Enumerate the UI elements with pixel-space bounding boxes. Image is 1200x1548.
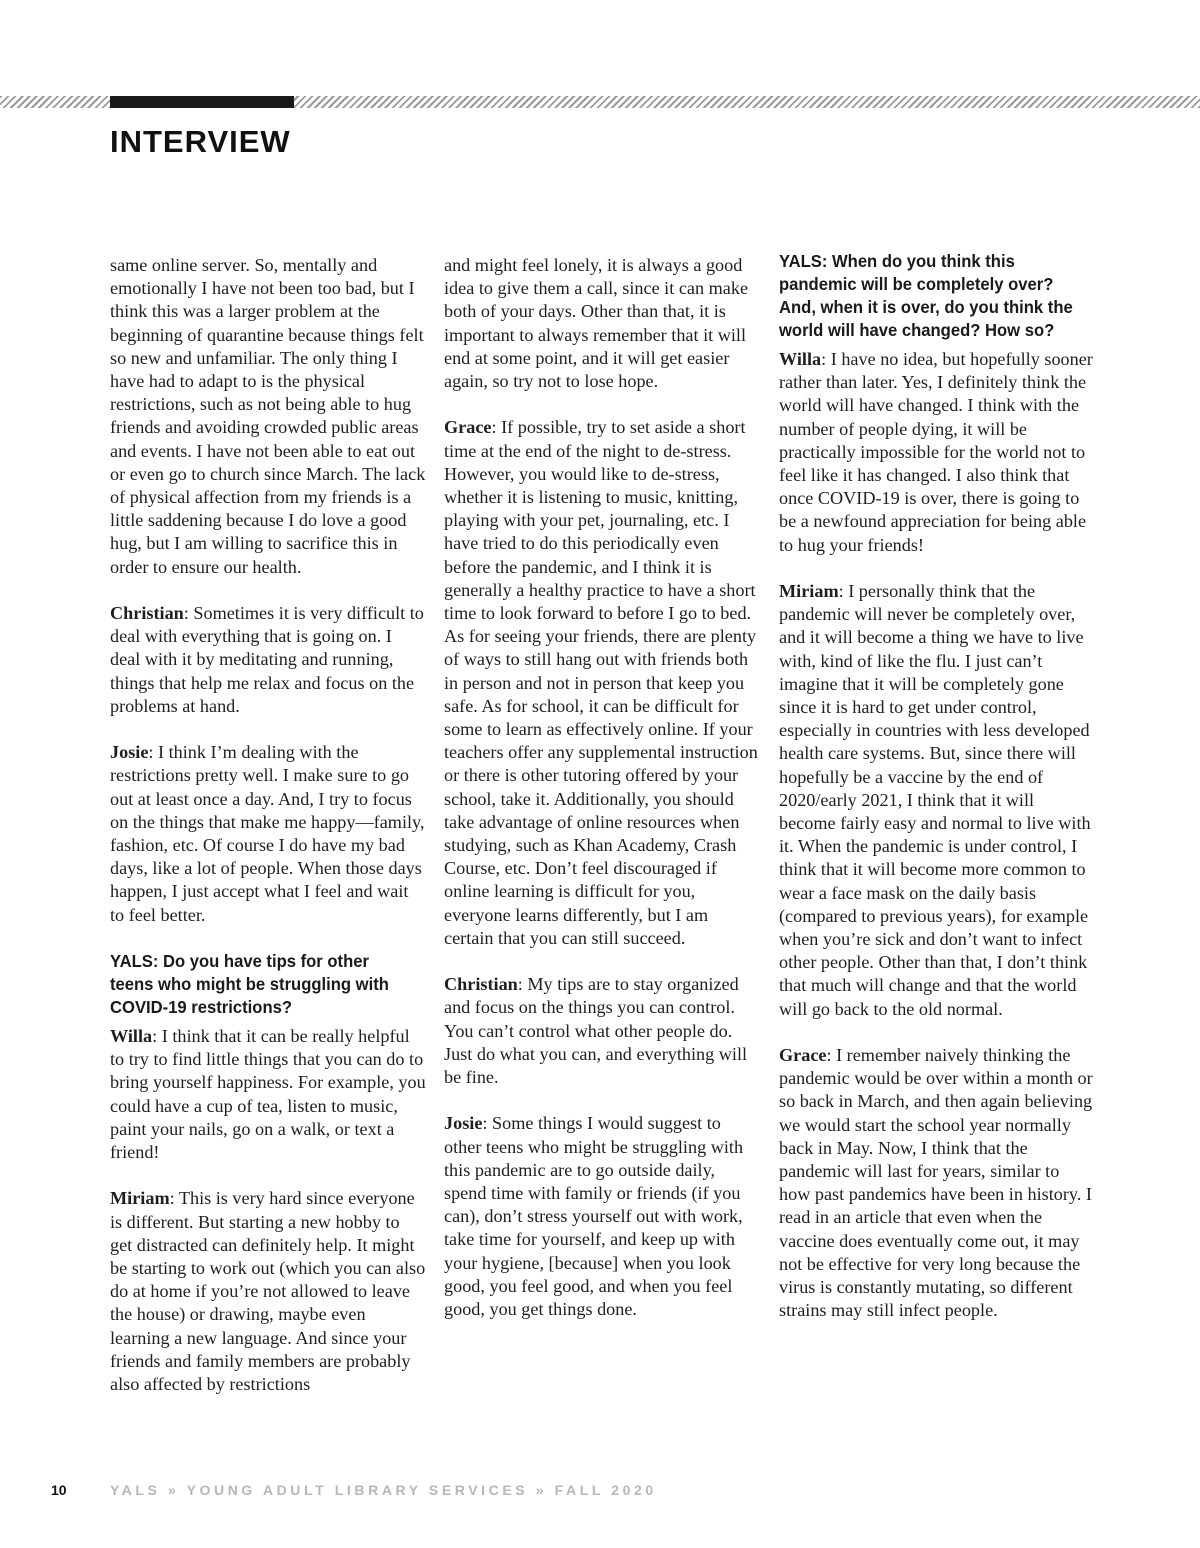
page-number: 10 (51, 1482, 67, 1498)
speaker-name: Miriam (779, 581, 839, 602)
text-column-2 (444, 254, 760, 1344)
speaker-name: Christian (110, 603, 184, 624)
speaker-name: Grace (444, 417, 492, 438)
answer-text: : I think that it can be really helpful to try to find little things that you can do to bring yourself happiness. For example, you could have a cup of tea, listen to music, paint your nails, go on a walk, or text a friend! (110, 1026, 426, 1163)
answer-paragraph (110, 1025, 426, 1164)
speaker-name: Miriam (110, 1188, 170, 1209)
answer-text: : My tips are to stay organized and focus on the things you can control. You can’t control what other people do. Just do what you can, and everything will be fine. (444, 974, 748, 1088)
interview-question: YALS: Do you have tips for other teens who might be struggling with COVID-19 restrictions? (110, 951, 389, 1018)
speaker-name: Willa (110, 1026, 153, 1047)
answer-text: : I think I’m dealing with the restrictions pretty well. I make sure to go out at least once a day. And, I try to focus on the things that make me happy—family, fashion, etc. Of course I do have my bad days, like a lot of people. When those days happen, I just accept what I feel and wait to feel better. (110, 742, 425, 925)
answer-paragraph (110, 1187, 426, 1396)
section-accent-bar (110, 96, 294, 108)
answer-text: : I personally think that the pandemic will never be completely over, and it will become a thing we have to live with, kind of like the flu. I just can’t imagine that it will be completely gone since it is hard to get under control, especially in countries with less developed health care systems. But, since there will hopefully be a vaccine by the end of 2020/early 2021, I think that it will become fairly easy and normal to live with it. When the pandemic is under control, I think that it will become more common to wear a face mask on the daily basis (compared to previous years), for example when you’re sick and don’t want to infect other people. Other than that, I don’t think that much will change and that the world will go back to the old normal. (779, 581, 1091, 1019)
answer-text: : If possible, try to set aside a short time at the end of the night to de-stress. However, you would like to de-stress, whether it is listening to music, knitting, playing with your pet, journaling, etc. I have tried to do this periodically even before the pandemic, and I think it is generally a healthy practice to have a short time to look forward to before I go to bed. As for seeing your friends, there are plenty of ways to still hang out with friends both in person and not in person that keep you safe. As for school, it can be difficult for some to learn as effectively online. If your teachers offer any supplemental instruction or there is other tutoring offered by your school, take it. Additionally, you should take advantage of online resources when studying, such as Khan Academy, Crash Course, etc. Don’t feel discouraged if online learning is difficult for you, everyone learns differently, but I am certain that you can still succeed. (444, 417, 758, 948)
answer-paragraph (444, 416, 760, 950)
page-footer (0, 1482, 1200, 1502)
speaker-name: Josie (444, 1113, 483, 1134)
answer-paragraph (444, 1112, 760, 1321)
speaker-name: Willa (779, 349, 822, 369)
text-column-1 (110, 254, 426, 1419)
answer-paragraph (444, 973, 760, 1089)
interview-question: YALS: When do you think this pandemic will be completely over? And, when it is over, do you think the world will have changed? How so? (779, 251, 1073, 340)
answer-paragraph (779, 580, 1095, 1021)
speaker-name: Christian (444, 974, 518, 995)
answer-paragraph (779, 348, 1095, 557)
section-title: INTERVIEW (110, 124, 291, 159)
running-footer: YALS » YOUNG ADULT LIBRARY SERVICES » FALL 2020 (110, 1482, 657, 1498)
answer-text: : I have no idea, but hopefully sooner rather than later. Yes, I definitely think the world will have changed. I think with the number of people dying, it will be practically impossible for the world not to feel like it has changed. I also think that once COVID-19 is over, there is going to be a newfound appreciation for being able to hug your friends! (779, 349, 1093, 555)
speaker-name: Josie (110, 742, 149, 763)
answer-paragraph (110, 741, 426, 927)
paragraph: same online server. So, mentally and emotionally I have not been too bad, but I think this was a larger problem at the beginning of quarantine because things felt so new and unfamiliar. The only thing I have had to adapt to is the physical restrictions, such as not being able to hug friends and avoiding crowded public areas and events. I have not been able to eat out or even go to church since March. The lack of physical affection from my friends is a little saddening because I do love a good hug, but I am willing to sacrifice this in order to ensure our health. (110, 255, 426, 577)
answer-text: : Sometimes it is very difficult to deal with everything that is going on. I deal with it by meditating and running, things that help me relax and focus on the problems at hand. (110, 603, 424, 716)
text-column-3 (779, 250, 1095, 1346)
answer-text: : Some things I would suggest to other teens who might be struggling with this pandemic are to go outside daily, spend time with family or friends (if you can), don’t stress yourself out with work, take time for yourself, and keep up with your hygiene, [because] when you look good, you feel good, and when you feel good, you get things done. (444, 1113, 744, 1320)
speaker-name: Grace (779, 1045, 827, 1066)
answer-text: : I remember naively thinking the pandemic would be over within a month or so back in March, and then again believing we would start the school year normally back in May. Now, I think that the pandemic will last for years, similar to how past pandemics have been in history. I read in an article that even when the vaccine does eventually come out, it may not be effective for very long because the virus is constantly mutating, so different strains may still infect people. (779, 1045, 1093, 1321)
answer-paragraph (779, 1044, 1095, 1322)
paragraph: and might feel lonely, it is always a good idea to give them a call, since it can make both of your days. Other than that, it is important to always remember that it will end at some point, and it will get easier again, so try not to lose hope. (444, 255, 749, 392)
answer-paragraph (110, 602, 426, 718)
answer-text: : This is very hard since everyone is different. But starting a new hobby to get distracted can definitely help. It might be starting to work out (which you can also do at home if you’re not allowed to leave the house) or drawing, maybe even learning a new language. And since your friends and family members are probably also affected by restrictions (110, 1188, 426, 1395)
